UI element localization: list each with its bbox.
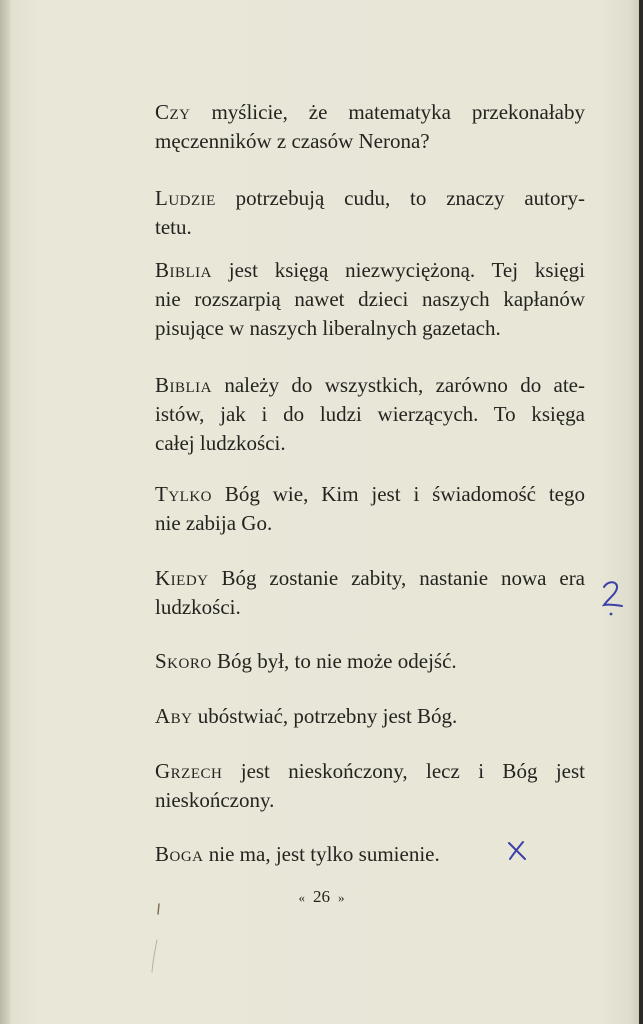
aphorism-line: Ludzie potrzebują cudu, to znaczy autory- (155, 186, 585, 210)
aphorism-line: tetu. (155, 215, 192, 239)
left-guillemet: « (298, 890, 305, 905)
aphorism-line: Skoro Bóg był, to nie może odejść. (155, 649, 457, 673)
aphorism-lead-word: Kiedy (155, 566, 209, 590)
aphorism-lead-word: Aby (155, 704, 193, 728)
aphorism-4 (155, 371, 585, 458)
aphorism-line: nie zabija Go. (155, 511, 273, 535)
aphorism-line: Kiedy Bóg zostanie zabity, nastanie nowa era (155, 566, 586, 590)
aphorism-5 (155, 480, 585, 538)
page-number-value: 26 (313, 887, 330, 906)
right-guillemet: » (338, 890, 345, 905)
aphorism-lead-word: Tylko (155, 482, 212, 506)
aphorism-lead-word: Biblia (155, 373, 212, 397)
aphorism-line: Aby ubóstwiać, potrzebny jest Bóg. (155, 704, 458, 728)
pencil-margin-marks (150, 900, 170, 980)
aphorism-lead-word: Grzech (155, 759, 223, 783)
page-gutter (0, 0, 10, 1024)
aphorism-lead-word: Ludzie (155, 186, 216, 210)
aphorism-line: męczenników z czasów Nerona? (155, 129, 430, 153)
aphorism-line: całej ludzkości. (155, 431, 286, 455)
aphorism-line: Czy myślicie, że matematyka przekonałaby (155, 100, 586, 124)
aphorism-line: ludzkości. (155, 595, 241, 619)
aphorism-lead-word: Skoro (155, 649, 212, 673)
aphorism-line: Biblia należy do wszystkich, zarówno do ate- (155, 373, 585, 397)
aphorism-6 (155, 564, 585, 622)
page-edge-shadow (639, 0, 643, 1024)
aphorism-line: istów, jak i do ludzi wierzących. To księga (155, 402, 585, 426)
handwritten-cross-annotation (505, 838, 529, 864)
aphorism-lead-word: Boga (155, 842, 204, 866)
aphorism-1 (155, 98, 585, 156)
aphorism-2 (155, 184, 585, 242)
handwritten-number-annotation (598, 578, 628, 618)
aphorism-line: nie rozszarpią nawet dzieci naszych kapłanów (155, 287, 585, 311)
page-number (0, 887, 643, 907)
aphorism-8 (155, 702, 585, 731)
aphorism-7 (155, 647, 585, 676)
aphorism-line: nieskończony. (155, 788, 275, 812)
aphorism-line: Tylko Bóg wie, Kim jest i świadomość tego (155, 482, 585, 506)
aphorism-3 (155, 256, 585, 343)
aphorism-line: Boga nie ma, jest tylko sumienie. (155, 842, 440, 866)
aphorism-9 (155, 757, 585, 815)
aphorism-line: Grzech jest nieskończony, lecz i Bóg jest (155, 759, 585, 783)
aphorism-line: pisujące w naszych liberalnych gazetach. (155, 316, 501, 340)
aphorism-lead-word: Czy (155, 100, 191, 124)
aphorism-lead-word: Biblia (155, 258, 212, 282)
aphorism-line: Biblia jest księgą niezwyciężoną. Tej księgi (155, 258, 586, 282)
